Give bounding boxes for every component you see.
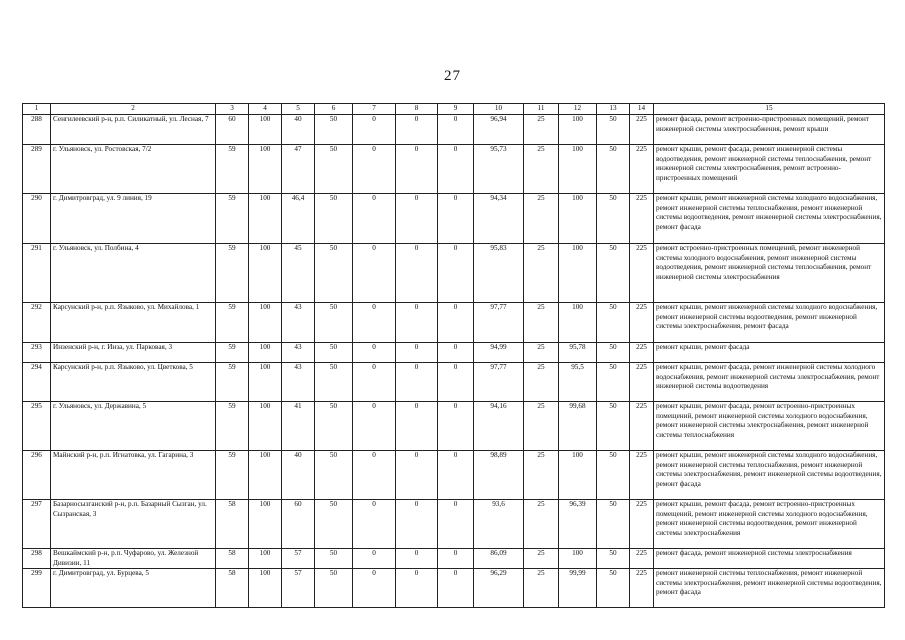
value-cell: 59 xyxy=(216,145,249,194)
address-cell: г. Ульяновск, ул. Полбина, 4 xyxy=(51,244,216,303)
works-cell: ремонт крыши, ремонт фасада, ремонт встроенно-пристроенных помещений, ремонт инженерной системы холодного водоснабжения, ремонт инженерной системы электроснабжения, ремонт инженерной системы теплоснабжения xyxy=(654,402,885,451)
value-cell: 100 xyxy=(249,549,282,569)
table-header xyxy=(23,104,885,115)
value-cell: 293 xyxy=(23,343,51,363)
page-number: 27 xyxy=(444,68,461,84)
value-cell: 97,77 xyxy=(474,303,524,343)
value-cell: 225 xyxy=(630,194,654,244)
works-cell: ремонт фасада, ремонт встроенно-пристроенных помещений, ремонт инженерной системы электроснабжения, ремонт крыши xyxy=(654,115,885,145)
column-header-10: 10 xyxy=(474,104,524,115)
value-cell: 40 xyxy=(282,451,315,500)
value-cell: 50 xyxy=(597,549,630,569)
value-cell: 290 xyxy=(23,194,51,244)
address-cell: Карсунский р-н, р.п. Языково, ул. Цветкова, 5 xyxy=(51,363,216,402)
value-cell: 0 xyxy=(353,451,396,500)
value-cell: 25 xyxy=(524,569,559,608)
value-cell: 289 xyxy=(23,145,51,194)
value-cell: 0 xyxy=(396,363,438,402)
value-cell: 225 xyxy=(630,500,654,549)
value-cell: 57 xyxy=(282,549,315,569)
value-cell: 58 xyxy=(216,500,249,549)
value-cell: 50 xyxy=(315,363,353,402)
value-cell: 225 xyxy=(630,451,654,500)
value-cell: 100 xyxy=(559,451,597,500)
table-row xyxy=(23,343,885,363)
value-cell: 295 xyxy=(23,402,51,451)
value-cell: 0 xyxy=(438,244,474,303)
value-cell: 50 xyxy=(315,145,353,194)
value-cell: 0 xyxy=(353,303,396,343)
value-cell: 50 xyxy=(597,500,630,549)
value-cell: 50 xyxy=(597,451,630,500)
value-cell: 298 xyxy=(23,549,51,569)
value-cell: 50 xyxy=(315,343,353,363)
value-cell: 59 xyxy=(216,194,249,244)
value-cell: 292 xyxy=(23,303,51,343)
value-cell: 0 xyxy=(438,451,474,500)
works-cell: ремонт инженерной системы теплоснабжения, ремонт инженерной системы электроснабжения, ремонт инженерной системы водоотведения, ремонт фасада xyxy=(654,569,885,608)
value-cell: 25 xyxy=(524,451,559,500)
column-header-9: 9 xyxy=(438,104,474,115)
column-header-8: 8 xyxy=(396,104,438,115)
value-cell: 0 xyxy=(438,500,474,549)
value-cell: 59 xyxy=(216,244,249,303)
column-header-5: 5 xyxy=(282,104,315,115)
value-cell: 291 xyxy=(23,244,51,303)
value-cell: 100 xyxy=(559,194,597,244)
table-row xyxy=(23,145,885,194)
value-cell: 25 xyxy=(524,363,559,402)
value-cell: 94,34 xyxy=(474,194,524,244)
value-cell: 100 xyxy=(249,244,282,303)
works-cell: ремонт встроенно-пристроенных помещений, ремонт инженерной системы холодного водоснабжения, ремонт инженерной системы водоотведения, ремонт инженерной системы теплоснабжения, ремонт инженерной системы электроснабжения xyxy=(654,244,885,303)
column-header-2: 2 xyxy=(51,104,216,115)
address-cell: Карсунский р-н, р.п. Языково, ул. Михайлова, 1 xyxy=(51,303,216,343)
value-cell: 299 xyxy=(23,569,51,608)
value-cell: 225 xyxy=(630,145,654,194)
works-cell: ремонт крыши, ремонт инженерной системы холодного водоснабжения, ремонт инженерной системы теплоснабжения, ремонт инженерной системы электроснабжения, ремонт инженерной системы водоотведения, ремонт фасада xyxy=(654,451,885,500)
value-cell: 50 xyxy=(315,194,353,244)
works-cell: ремонт крыши, ремонт фасада, ремонт инженерной системы водоотведения, ремонт инженерной системы теплоснабжения, ремонт инженерной системы электроснабжения, ремонт встроенно-пристроенных помещений xyxy=(654,145,885,194)
column-header-15: 15 xyxy=(654,104,885,115)
table-body xyxy=(23,115,885,608)
address-cell: г. Димитровград, ул. 9 линия, 19 xyxy=(51,194,216,244)
table-row xyxy=(23,303,885,343)
value-cell: 57 xyxy=(282,569,315,608)
value-cell: 100 xyxy=(249,402,282,451)
value-cell: 100 xyxy=(559,115,597,145)
value-cell: 97,77 xyxy=(474,363,524,402)
value-cell: 25 xyxy=(524,402,559,451)
value-cell: 0 xyxy=(396,549,438,569)
column-header-14: 14 xyxy=(630,104,654,115)
value-cell: 225 xyxy=(630,569,654,608)
column-header-13: 13 xyxy=(597,104,630,115)
register-table xyxy=(22,103,885,608)
value-cell: 50 xyxy=(315,244,353,303)
value-cell: 40 xyxy=(282,115,315,145)
column-header-1: 1 xyxy=(23,104,51,115)
value-cell: 96,39 xyxy=(559,500,597,549)
value-cell: 0 xyxy=(353,115,396,145)
value-cell: 0 xyxy=(353,549,396,569)
value-cell: 98,89 xyxy=(474,451,524,500)
value-cell: 0 xyxy=(353,244,396,303)
value-cell: 100 xyxy=(559,145,597,194)
value-cell: 50 xyxy=(315,451,353,500)
value-cell: 50 xyxy=(315,500,353,549)
value-cell: 100 xyxy=(249,194,282,244)
address-cell: г. Ульяновск, ул. Державина, 5 xyxy=(51,402,216,451)
value-cell: 50 xyxy=(597,244,630,303)
value-cell: 294 xyxy=(23,363,51,402)
value-cell: 43 xyxy=(282,363,315,402)
value-cell: 96,29 xyxy=(474,569,524,608)
value-cell: 100 xyxy=(249,500,282,549)
value-cell: 225 xyxy=(630,363,654,402)
value-cell: 96,94 xyxy=(474,115,524,145)
value-cell: 0 xyxy=(396,194,438,244)
column-header-3: 3 xyxy=(216,104,249,115)
value-cell: 95,5 xyxy=(559,363,597,402)
value-cell: 25 xyxy=(524,500,559,549)
value-cell: 100 xyxy=(559,244,597,303)
header-row xyxy=(23,104,885,115)
value-cell: 0 xyxy=(438,343,474,363)
table-row xyxy=(23,549,885,569)
value-cell: 59 xyxy=(216,303,249,343)
works-cell: ремонт фасада, ремонт инженерной системы электроснабжения xyxy=(654,549,885,569)
table-row xyxy=(23,500,885,549)
value-cell: 59 xyxy=(216,402,249,451)
table-row xyxy=(23,451,885,500)
value-cell: 50 xyxy=(597,145,630,194)
works-cell: ремонт крыши, ремонт фасада, ремонт встроенно-пристроенных помещений, ремонт инженерной системы холодного водоснабжения, ремонт инженерной системы водоотведения, ремонт инженерной системы электроснабжения xyxy=(654,500,885,549)
works-cell: ремонт крыши, ремонт фасада xyxy=(654,343,885,363)
table-row xyxy=(23,115,885,145)
value-cell: 0 xyxy=(353,363,396,402)
value-cell: 59 xyxy=(216,363,249,402)
value-cell: 225 xyxy=(630,549,654,569)
value-cell: 0 xyxy=(438,194,474,244)
value-cell: 99,68 xyxy=(559,402,597,451)
value-cell: 0 xyxy=(438,549,474,569)
value-cell: 41 xyxy=(282,402,315,451)
value-cell: 0 xyxy=(396,145,438,194)
value-cell: 288 xyxy=(23,115,51,145)
value-cell: 50 xyxy=(597,194,630,244)
value-cell: 95,83 xyxy=(474,244,524,303)
value-cell: 46,4 xyxy=(282,194,315,244)
value-cell: 225 xyxy=(630,244,654,303)
value-cell: 58 xyxy=(216,549,249,569)
value-cell: 60 xyxy=(216,115,249,145)
value-cell: 86,09 xyxy=(474,549,524,569)
value-cell: 0 xyxy=(438,363,474,402)
value-cell: 100 xyxy=(249,145,282,194)
value-cell: 225 xyxy=(630,303,654,343)
value-cell: 0 xyxy=(353,145,396,194)
value-cell: 25 xyxy=(524,343,559,363)
value-cell: 59 xyxy=(216,451,249,500)
works-cell: ремонт крыши, ремонт фасада, ремонт инженерной системы холодного водоснабжения, ремонт инженерной системы электроснабжения, ремонт инженерной системы водоотведения xyxy=(654,363,885,402)
value-cell: 47 xyxy=(282,145,315,194)
value-cell: 60 xyxy=(282,500,315,549)
value-cell: 59 xyxy=(216,343,249,363)
value-cell: 225 xyxy=(630,402,654,451)
value-cell: 0 xyxy=(353,343,396,363)
value-cell: 0 xyxy=(396,303,438,343)
address-cell: Инзенский р-н, г. Инза, ул. Парковая, 3 xyxy=(51,343,216,363)
address-cell: г. Ульяновск, ул. Ростовская, 7/2 xyxy=(51,145,216,194)
value-cell: 100 xyxy=(249,363,282,402)
value-cell: 0 xyxy=(396,244,438,303)
value-cell: 93,6 xyxy=(474,500,524,549)
value-cell: 43 xyxy=(282,343,315,363)
column-header-6: 6 xyxy=(315,104,353,115)
value-cell: 50 xyxy=(597,303,630,343)
value-cell: 0 xyxy=(396,402,438,451)
table-row xyxy=(23,363,885,402)
value-cell: 0 xyxy=(396,343,438,363)
value-cell: 0 xyxy=(438,402,474,451)
value-cell: 100 xyxy=(249,451,282,500)
value-cell: 0 xyxy=(396,500,438,549)
value-cell: 25 xyxy=(524,303,559,343)
table-row xyxy=(23,194,885,244)
value-cell: 50 xyxy=(315,115,353,145)
address-cell: г. Димитровград, ул. Бурцева, 5 xyxy=(51,569,216,608)
value-cell: 100 xyxy=(249,569,282,608)
value-cell: 0 xyxy=(396,451,438,500)
value-cell: 0 xyxy=(353,194,396,244)
column-header-4: 4 xyxy=(249,104,282,115)
table-row xyxy=(23,244,885,303)
value-cell: 0 xyxy=(396,115,438,145)
value-cell: 25 xyxy=(524,145,559,194)
value-cell: 94,16 xyxy=(474,402,524,451)
value-cell: 25 xyxy=(524,244,559,303)
value-cell: 95,78 xyxy=(559,343,597,363)
value-cell: 0 xyxy=(438,145,474,194)
address-cell: Вешкаймский р-н, р.п. Чуфарово, ул. Железной Дивизии, 11 xyxy=(51,549,216,569)
value-cell: 0 xyxy=(353,402,396,451)
value-cell: 296 xyxy=(23,451,51,500)
value-cell: 100 xyxy=(249,115,282,145)
column-header-12: 12 xyxy=(559,104,597,115)
value-cell: 100 xyxy=(559,549,597,569)
table-row xyxy=(23,402,885,451)
value-cell: 0 xyxy=(438,303,474,343)
value-cell: 50 xyxy=(315,549,353,569)
value-cell: 100 xyxy=(249,303,282,343)
works-cell: ремонт крыши, ремонт инженерной системы холодного водоснабжения, ремонт инженерной системы теплоснабжения, ремонт инженерной системы водоотведения, ремонт инженерной системы электроснабжения, ремонт фасада xyxy=(654,194,885,244)
table-row xyxy=(23,569,885,608)
address-cell: Майнский р-н, р.п. Игнатовка, ул. Гагарина, 3 xyxy=(51,451,216,500)
column-header-7: 7 xyxy=(353,104,396,115)
value-cell: 94,99 xyxy=(474,343,524,363)
value-cell: 0 xyxy=(396,569,438,608)
value-cell: 50 xyxy=(597,343,630,363)
value-cell: 95,73 xyxy=(474,145,524,194)
address-cell: Базарносызганский р-н, р.п. Базарный Сызган, ул. Сызранская, 3 xyxy=(51,500,216,549)
value-cell: 225 xyxy=(630,343,654,363)
value-cell: 50 xyxy=(597,402,630,451)
value-cell: 43 xyxy=(282,303,315,343)
value-cell: 45 xyxy=(282,244,315,303)
value-cell: 58 xyxy=(216,569,249,608)
value-cell: 100 xyxy=(249,343,282,363)
value-cell: 50 xyxy=(315,303,353,343)
value-cell: 50 xyxy=(597,569,630,608)
value-cell: 0 xyxy=(438,115,474,145)
value-cell: 99,99 xyxy=(559,569,597,608)
value-cell: 25 xyxy=(524,549,559,569)
value-cell: 0 xyxy=(353,500,396,549)
value-cell: 100 xyxy=(559,303,597,343)
value-cell: 225 xyxy=(630,115,654,145)
value-cell: 25 xyxy=(524,194,559,244)
value-cell: 297 xyxy=(23,500,51,549)
value-cell: 50 xyxy=(315,569,353,608)
value-cell: 50 xyxy=(315,402,353,451)
column-header-11: 11 xyxy=(524,104,559,115)
value-cell: 25 xyxy=(524,115,559,145)
value-cell: 50 xyxy=(597,363,630,402)
value-cell: 0 xyxy=(438,569,474,608)
value-cell: 50 xyxy=(597,115,630,145)
works-cell: ремонт крыши, ремонт инженерной системы холодного водоснабжения, ремонт инженерной системы водоотведения, ремонт инженерной системы электроснабжения, ремонт фасада xyxy=(654,303,885,343)
address-cell: Сенгилеевский р-н, р.п. Силикатный, ул. Лесная, 7 xyxy=(51,115,216,145)
value-cell: 0 xyxy=(353,569,396,608)
